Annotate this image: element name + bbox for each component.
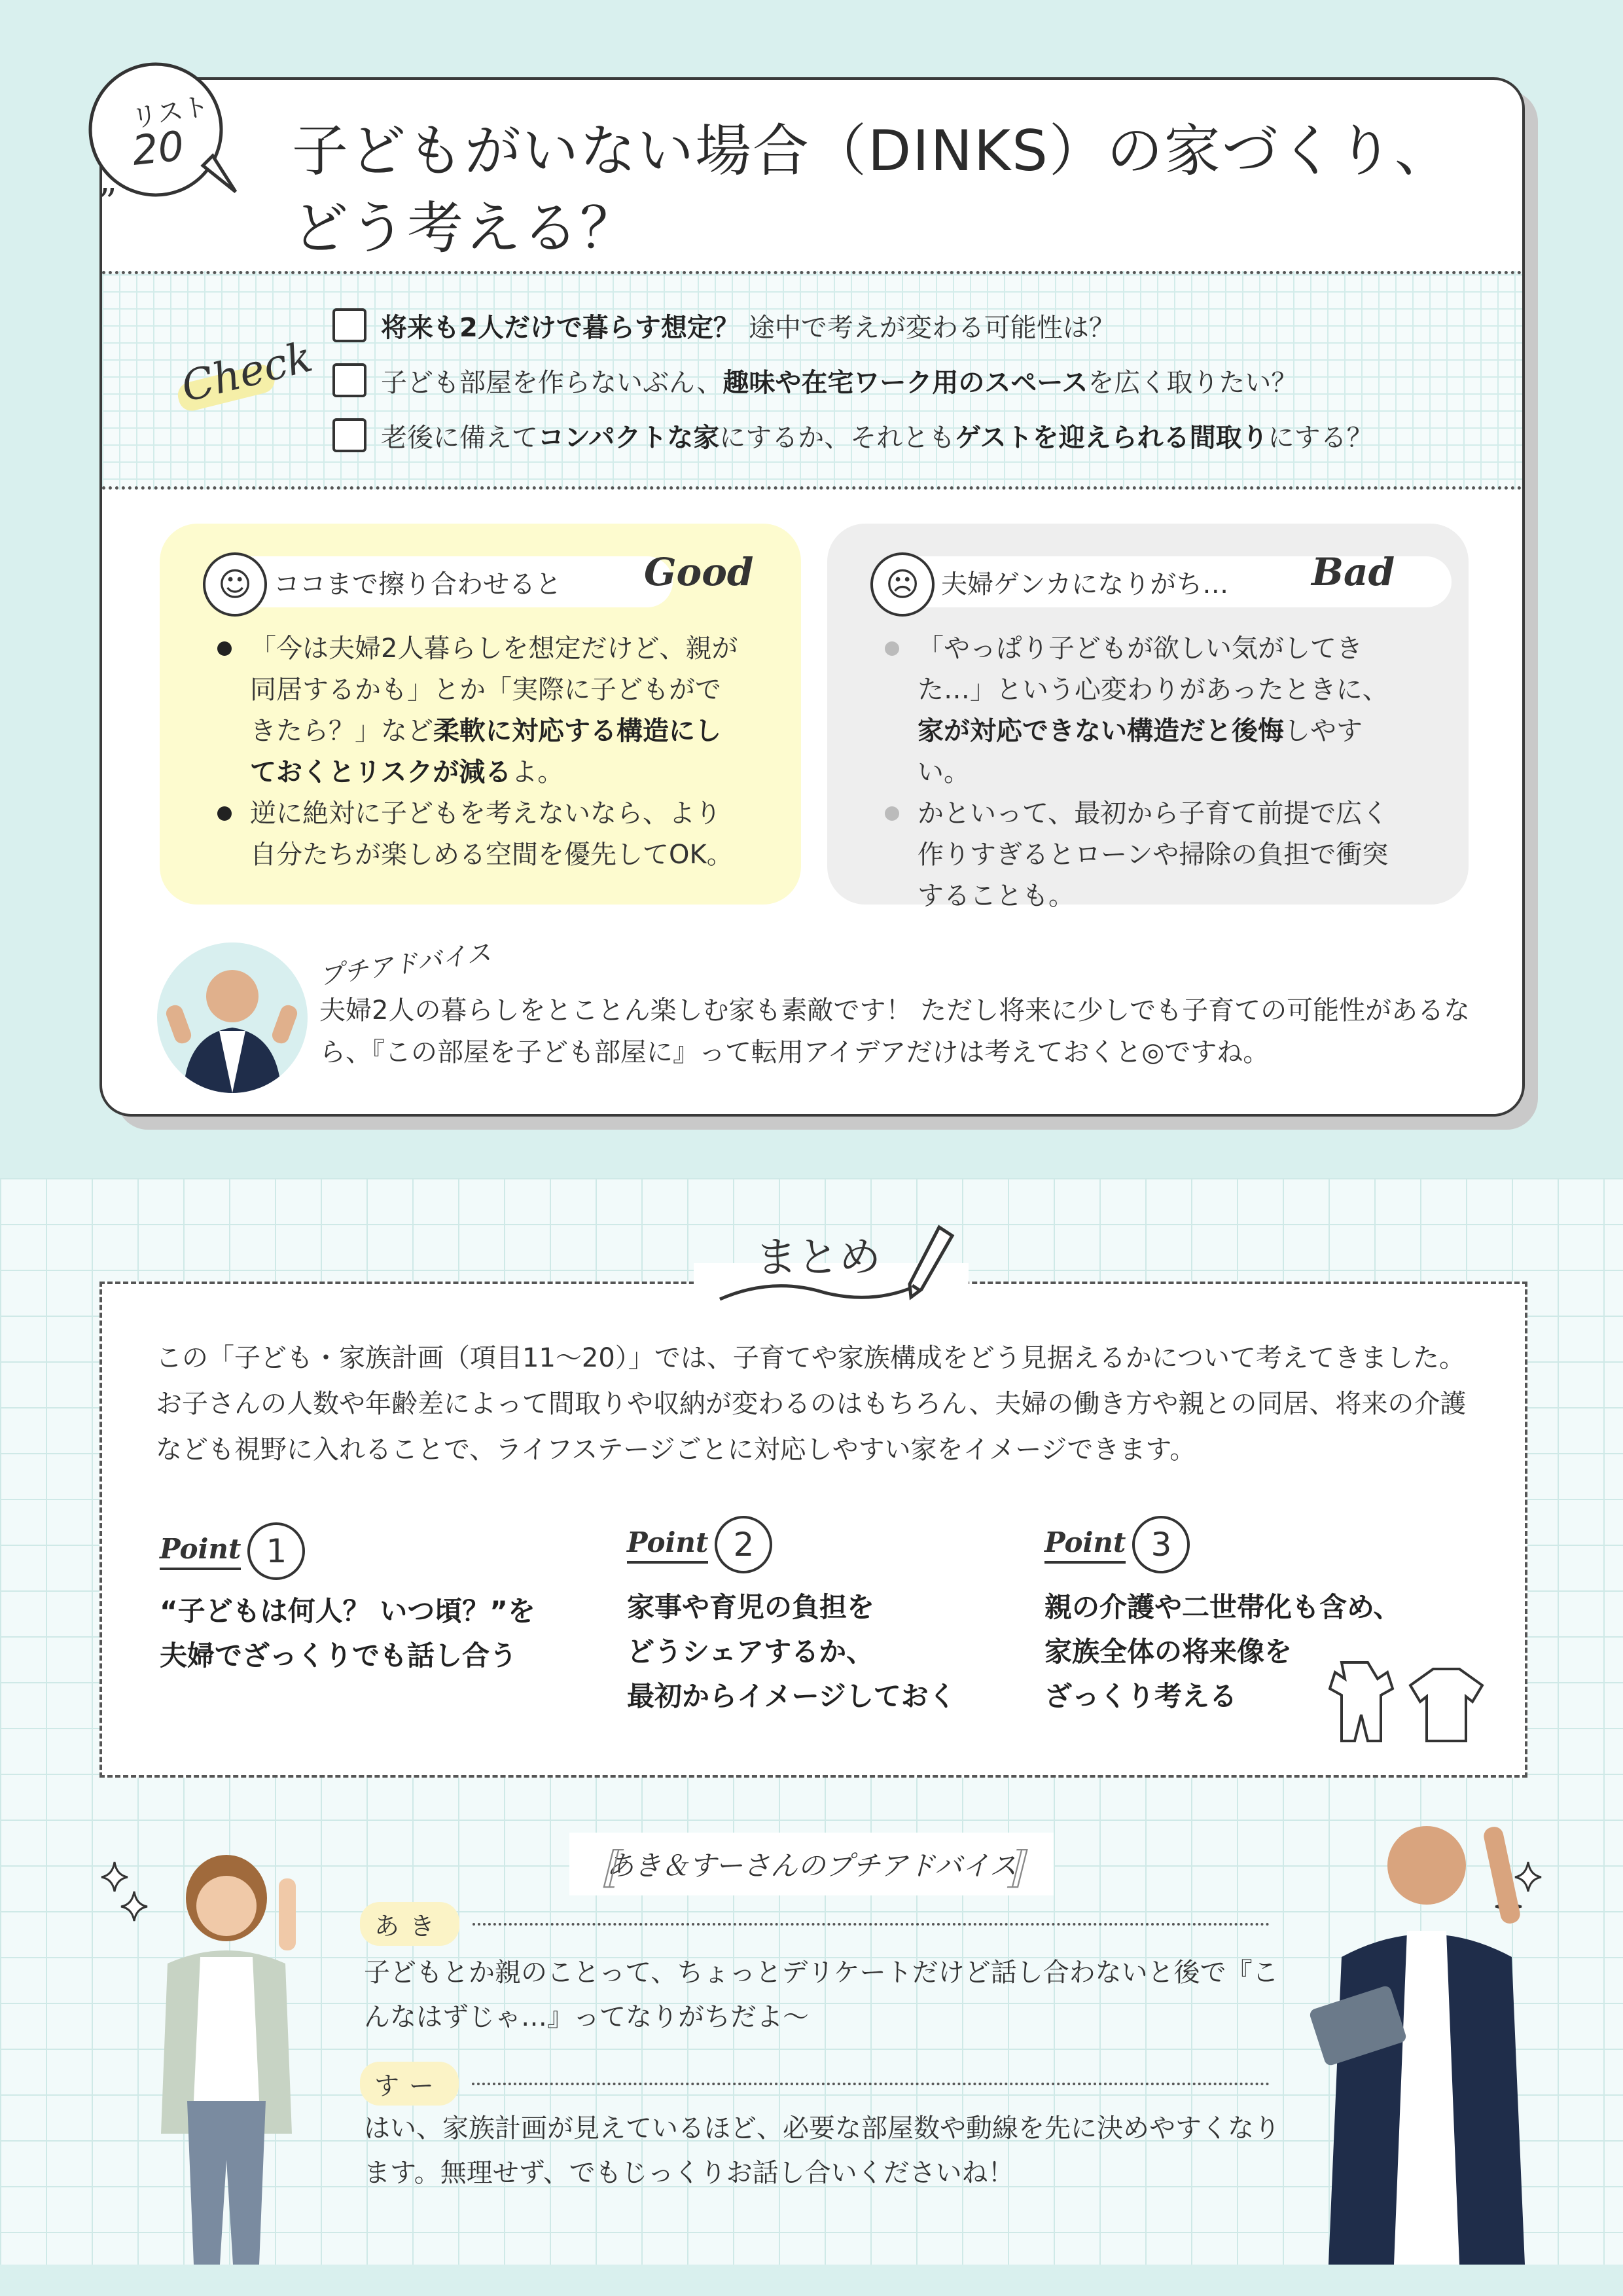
aki-header: [360, 1902, 1270, 1946]
aki-comment: 子どもとか親のことって、ちょっとデリケートだけど話し合わないと後で『こんなはずじゃ…』ってなりがちだよ〜: [364, 1958, 1279, 2032]
conversation-title: 〚 あき＆すーさんのプチアドバイス 〛: [569, 1833, 1054, 1895]
topic-card: [99, 77, 1525, 1117]
title-line-2: どう考える？: [292, 196, 637, 261]
pencil-icon: [903, 1224, 955, 1302]
aki-person-image: [128, 1852, 338, 2265]
check-item-text: にするか、それとも: [719, 422, 955, 453]
advisor-avatar: [157, 942, 308, 1093]
aki-name-tag: あき: [360, 1902, 459, 1946]
check-item-bold: 将来も2人だけで暮らす想定？: [381, 312, 740, 343]
list-badge: [72, 51, 242, 215]
list-text: しやすい。: [918, 716, 1363, 787]
point-number: 1: [247, 1522, 305, 1580]
check-label: Check: [177, 332, 317, 412]
summary-title: まとめ: [755, 1234, 881, 1282]
check-item-text: にする？: [1268, 422, 1373, 453]
point-line: 家族全体の将来像を: [1044, 1636, 1293, 1668]
point-line: 夫婦でざっくりでも話し合う: [160, 1640, 518, 1672]
title-line-1: 子どもがいない場合（DINKS）の家づくり、: [292, 118, 1452, 184]
good-stamp: Good: [644, 550, 754, 594]
point-line: 最初からイメージしておく: [627, 1680, 956, 1712]
point-line: 家事や育児の負担を: [627, 1591, 875, 1623]
check-item: [332, 302, 1115, 348]
bad-list: [885, 628, 1408, 917]
check-item-bold: コンパクトな家: [538, 422, 720, 453]
point-line: 親の介護や二世帯化も含め、: [1044, 1591, 1401, 1623]
point-line: “子どもは何人？ いつ頃？”を: [160, 1595, 535, 1627]
point-number: 3: [1132, 1516, 1190, 1573]
good-list: [217, 628, 741, 876]
list-label: リスト: [129, 90, 211, 134]
suu-comment: はい、家族計画が見えているほど、必要な部屋数や動線を先に決めやすくなります。無理せず、でもじっくりお話し合いくださいね！: [364, 2113, 1280, 2188]
point-line: ざっくり考える: [1044, 1680, 1238, 1712]
list-item: [885, 628, 1408, 793]
divider: [472, 2083, 1270, 2085]
check-item-text: 子ども部屋を作らないぶん、: [381, 367, 723, 398]
good-box: [160, 524, 801, 905]
bad-box: [827, 524, 1469, 911]
bad-stamp: Bad: [1311, 550, 1395, 594]
checkbox-icon[interactable]: [332, 363, 366, 397]
checkbox-icon[interactable]: [332, 418, 366, 452]
point-label: Point: [160, 1533, 241, 1570]
suu-person-image: [1302, 1800, 1558, 2265]
advice-text: 夫婦2人の暮らしをとことん楽しむ家も素敵です！ ただし将来に少しでも子育ての可能性があるなら、『この部屋を子ども部屋に』って転用アイデアだけは考えておくと◎ですね。: [319, 996, 1471, 1067]
svg-text:“: “: [187, 51, 205, 79]
list-text: 「今は夫婦2人暮らしを想定だけど、親が同居するかも」とか「実際に子どもができたら？」など: [250, 634, 738, 746]
list-text: かといって、最初から子育て前提で広く作りすぎるとローンや掃除の負担で衝突することも。: [918, 798, 1389, 911]
baby-clothes-icon: [1315, 1649, 1499, 1748]
check-item-bold: 趣味や在宅ワーク用のスペース: [722, 367, 1088, 398]
list-text: 逆に絶対に子どもを考えないなら、より自分たちが楽しめる空間を優先してOK。: [250, 798, 733, 870]
point-1: [160, 1522, 585, 1678]
list-item: [217, 793, 741, 876]
checkbox-icon[interactable]: [332, 308, 366, 342]
summary-text: この「子ども・家族計画（項目11〜20）」では、子育てや家族構成をどう見据えるかについて考えてきました。お子さんの人数や年齢差によって間取りや収納が変わるのはもちろん、夫婦の働き方や親との同居、将来の介護なども視野に入れることで、ライフステージごとに対応しやすい家をイメージできます。: [156, 1343, 1467, 1465]
point-label: Point: [627, 1526, 708, 1564]
list-bold: 家が対応できない構造だと後悔: [918, 716, 1284, 746]
point-line: どうシェアするか、: [627, 1636, 874, 1668]
list-item: [885, 793, 1408, 917]
suu-header: [360, 2062, 1270, 2106]
title-underline-icon: [713, 1263, 929, 1309]
bottom-band: [0, 2265, 1623, 2296]
smile-face-icon: ☺: [203, 552, 267, 617]
page-title: [292, 113, 1452, 267]
point-number: 2: [715, 1516, 772, 1573]
list-text: よ。: [511, 757, 564, 787]
good-heading: ココまで擦り合わせると: [274, 569, 562, 600]
list-bold: 柔軟に対応する構造にしておくとリスクが減る: [250, 716, 721, 787]
list-text: 「やっぱり子どもが欲しい気がしてきた…」という心変わりがあったときに、: [918, 634, 1389, 705]
list-item: [217, 628, 741, 793]
good-heading-pill: [205, 556, 673, 607]
suu-name-tag: すー: [360, 2062, 459, 2106]
divider: [473, 1923, 1270, 1926]
check-item-text: 老後に備えて: [381, 422, 538, 453]
check-item-text: を広く取りたい？: [1088, 367, 1298, 398]
check-item-text: 途中で考えが変わる可能性は？: [748, 312, 1115, 343]
point-label: Point: [1044, 1526, 1126, 1564]
list-number: 20: [130, 122, 187, 175]
check-item: [332, 357, 1297, 403]
point-2: [627, 1516, 1046, 1719]
advice-label: プチアドバイス: [317, 937, 493, 991]
angry-face-icon: ☹: [870, 552, 935, 617]
svg-text:”: ”: [98, 181, 117, 215]
check-item-bold: ゲストを迎えられる間取り: [955, 422, 1268, 453]
bad-heading: 夫婦ゲンカになりがち…: [941, 569, 1229, 600]
check-item: [332, 412, 1373, 458]
